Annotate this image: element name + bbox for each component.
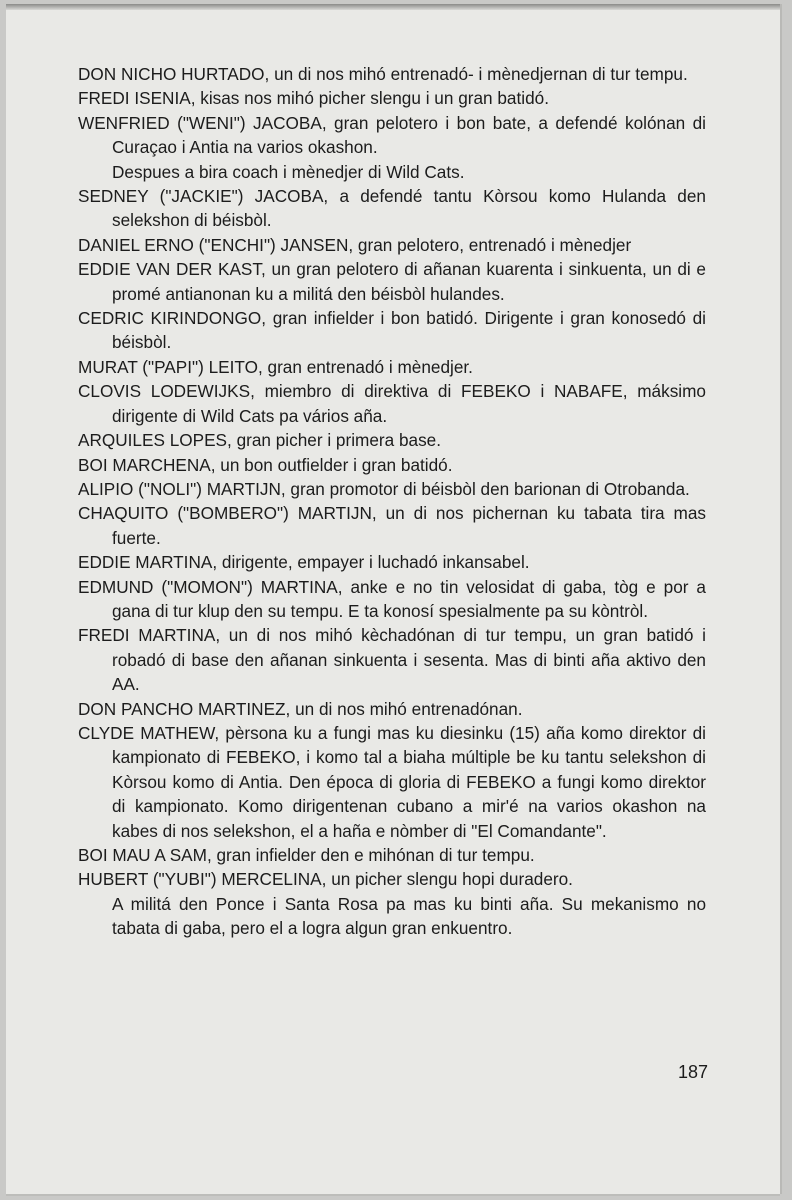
list-item (78, 575, 706, 624)
entry-list (78, 62, 706, 941)
entry-text: ALIPIO ("NOLI") MARTIJN, gran promotor di béisbòl den barionan di Otrobanda. (78, 478, 690, 499)
list-item (78, 184, 706, 233)
list-item (78, 453, 706, 477)
entry-text: DANIEL ERNO ("ENCHI") JANSEN, gran pelotero, entrenadó i mènedjer (78, 234, 632, 255)
list-item (78, 86, 706, 110)
entry-text: ARQUILES LOPES, gran picher i primera base. (78, 430, 442, 451)
entry-text: MURAT ("PAPI") LEITO, gran entrenadó i mènedjer. (78, 356, 473, 377)
list-item (78, 111, 706, 184)
list-item (78, 697, 706, 721)
list-item (78, 843, 706, 867)
list-item (78, 477, 706, 501)
entry-text: CHAQUITO ("BOMBERO") MARTIJN, un di nos pichernan ku tabata tira mas fuerte. (78, 503, 706, 548)
list-item (78, 233, 706, 257)
entry-text: FREDI ISENIA, kisas nos mihó picher slengu i un gran batidó. (78, 88, 549, 109)
entry-text: SEDNEY ("JACKIE") JACOBA, a defendé tantu Kòrsou komo Hulanda den selekshon di béisbòl. (78, 186, 706, 231)
list-item (78, 306, 706, 355)
entry-continuation: A militá den Ponce i Santa Rosa pa mas ku binti aña. Su mekanismo no tabata di gaba, pero el a logra algun gran enkuentro. (112, 893, 706, 939)
list-item (78, 721, 706, 843)
entry-continuation: Despues a bira coach i mènedjer di Wild Cats. (112, 161, 465, 182)
entry-text: DON PANCHO MARTINEZ, un di nos mihó entrenadónan. (78, 698, 523, 719)
entry-text: CLYDE MATHEW, pèrsona ku a fungi mas ku diesinku (15) aña komo direktor di kampionato di FEBEKO, i komo tal a biaha múltiple be ku tantu selekshon di Kòrsou komo di Antia. Den época di gloria di FEBEKO a fungi komo direktor di kampionato. Komo dirigentenan cubano a mir'é na varios okashon na kabes di nos selekshon, el a haña e nòmber di "El Comandante". (78, 722, 706, 841)
entry-text: EDDIE VAN DER KAST, un gran pelotero di añanan kuarenta i sinkuenta, un di e promé antianonan ku a militá den béisbòl hulandes. (78, 259, 706, 304)
book-page (6, 4, 780, 1194)
list-item (78, 355, 706, 379)
list-item (78, 257, 706, 306)
list-item (78, 62, 706, 86)
list-item (78, 550, 706, 574)
entry-text: DON NICHO HURTADO, un di nos mihó entrenadó- i mènedjernan di tur tempu. (78, 64, 688, 84)
entry-text: BOI MARCHENA, un bon outfielder i gran batidó. (78, 454, 453, 475)
entry-text: CLOVIS LODEWIJKS, miembro di direktiva di FEBEKO i NABAFE, máksimo dirigente di Wild Cats pa vários aña. (78, 381, 706, 426)
entry-text: HUBERT ("YUBI") MERCELINA, un picher slengu hopi duradero. (78, 869, 573, 890)
entry-text: CEDRIC KIRINDONGO, gran infielder i bon batidó. Dirigente i gran konosedó di béisbòl. (78, 308, 706, 353)
entry-text: FREDI MARTINA, un di nos mihó kèchadónan di tur tempu, un gran batidó i robadó di base den añanan sinkuenta i sesenta. Mas di binti aña aktivo den AA. (78, 625, 706, 695)
entry-text: WENFRIED ("WENI") JACOBA, gran pelotero i bon bate, a defendé kolónan di Curaçao i Antia na varios okashon. (78, 112, 706, 158)
list-item (78, 867, 706, 940)
entry-text: EDMUND ("MOMON") MARTINA, anke e no tin velosidat di gaba, tòg e por a gana di tur klup den su tempu. E ta konosí spesialmente pa su kòntròl. (78, 576, 706, 621)
list-item (78, 623, 706, 696)
list-item (78, 501, 706, 550)
list-item (78, 379, 706, 428)
entry-text: EDDIE MARTINA, dirigente, empayer i luchadó inkansabel. (78, 552, 530, 573)
entry-text: BOI MAU A SAM, gran infielder den e mihónan di tur tempu. (78, 845, 535, 865)
list-item (78, 428, 706, 452)
page-number: 187 (678, 1062, 709, 1082)
